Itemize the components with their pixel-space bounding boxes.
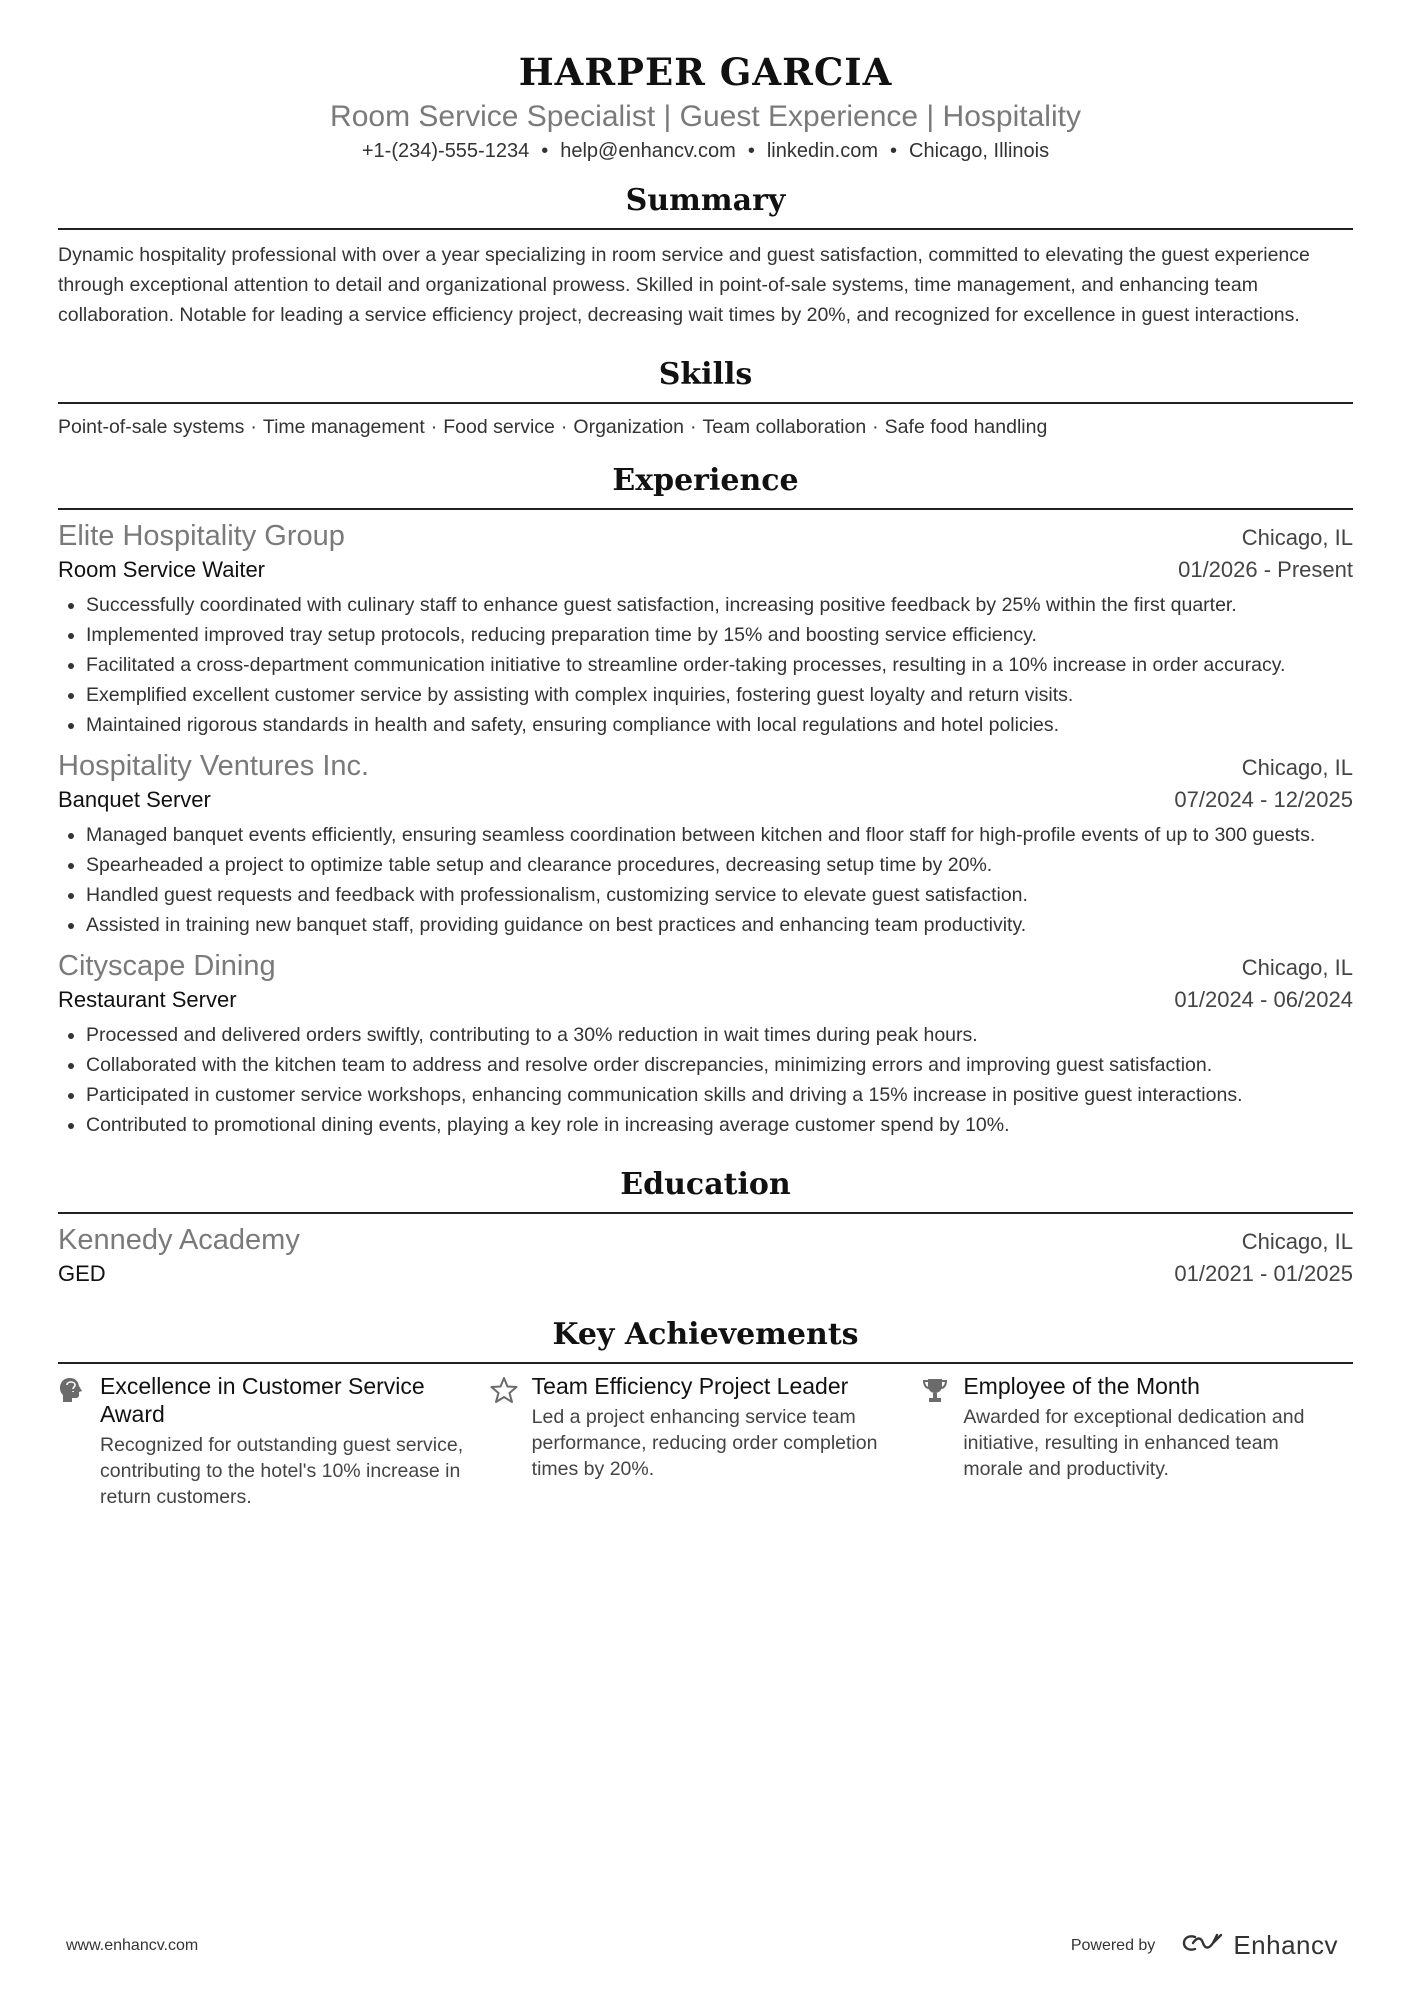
entry-role-row: [58, 1258, 1353, 1290]
company-name: Hospitality Ventures Inc.: [58, 750, 370, 782]
entry-header-row: [58, 518, 1353, 554]
achievement-item: [921, 1372, 1353, 1510]
achievement-description: Led a project enhancing service team performance, reducing order completion times by 20%.: [531, 1406, 878, 1480]
section-title-summary: Summary: [625, 183, 786, 218]
experience-entry: [58, 748, 1353, 940]
job-bullets: [58, 1020, 1353, 1140]
job-bullet: • Assisted in training new banquet staff, providing guidance on best practices and enhancing team productivity.: [86, 910, 1353, 940]
email-link[interactable]: help@enhancv.com: [560, 140, 736, 162]
skill-separator: ·: [560, 416, 568, 438]
job-bullet: • Participated in customer service workshops, enhancing communication skills and driving a 15% increase in positive guest interactions.: [86, 1080, 1353, 1110]
entry-header-row: [58, 1222, 1353, 1258]
job-title: Restaurant Server: [58, 987, 237, 1012]
candidate-name: HARPER GARCIA: [518, 50, 893, 94]
enhancv-logo-icon: [1181, 1931, 1225, 1960]
skill-item: Food service: [443, 416, 555, 438]
skill-separator: ·: [250, 416, 257, 438]
skill-item: Organization: [573, 416, 684, 438]
achievement-body: [963, 1372, 1353, 1510]
skill-item: Team collaboration: [702, 416, 867, 438]
entry-role-row: [58, 784, 1353, 816]
experience-section: [58, 462, 1353, 1140]
job-dates: 01/2026 - Present: [1178, 557, 1353, 582]
job-bullets: [58, 820, 1353, 940]
separator-dot: •: [747, 140, 755, 162]
section-divider: [58, 228, 1353, 230]
job-location: Chicago, IL: [1241, 955, 1353, 980]
entry-role-row: [58, 554, 1353, 586]
achievement-description: Recognized for outstanding guest service, contributing to the hotel's 10% increase in return customers.: [100, 1434, 464, 1508]
achievements-list: [58, 1372, 1353, 1510]
skill-separator: ·: [872, 416, 879, 438]
experience-entry: [58, 518, 1353, 740]
skill-item: Safe food handling: [884, 416, 1048, 438]
separator-dot: •: [890, 140, 898, 162]
entry-header-row: [58, 948, 1353, 984]
school-location: Chicago, IL: [1241, 1229, 1353, 1254]
achievement-description: Awarded for exceptional dedication and initiative, resulting in enhanced team morale and productivity.: [963, 1406, 1305, 1480]
achievement-item: [490, 1372, 922, 1510]
page-footer: [66, 1930, 1338, 1961]
job-bullet: • Collaborated with the kitchen team to address and resolve order discrepancies, minimizing errors and improving guest satisfaction.: [86, 1050, 1353, 1080]
job-bullet: • Contributed to promotional dining events, playing a key role in increasing average customer spend by 10%.: [86, 1110, 1353, 1140]
education-section: [58, 1166, 1353, 1290]
job-bullet: • Managed banquet events efficiently, ensuring seamless coordination between kitchen and floor staff for high-profile events of up to 300 guests.: [86, 820, 1353, 850]
degree: GED: [58, 1261, 106, 1286]
linkedin-link[interactable]: linkedin.com: [766, 140, 879, 162]
job-location: Chicago, IL: [1241, 525, 1353, 550]
star-icon: [490, 1372, 532, 1510]
education-dates: 01/2021 - 01/2025: [1174, 1261, 1353, 1286]
phone-text: +1-(234)-555-1234: [361, 140, 530, 162]
job-title: Room Service Waiter: [58, 557, 266, 582]
achievement-body: [532, 1372, 922, 1510]
footer-url-link[interactable]: www.enhancv.com: [66, 1936, 199, 1954]
achievement-title: Excellence in Customer Service Award: [100, 1373, 425, 1427]
skill-separator: ·: [689, 416, 697, 438]
contact-line: [58, 138, 1353, 164]
candidate-headline: Room Service Specialist | Guest Experience | Hospitality: [330, 100, 1081, 133]
job-dates: 01/2024 - 06/2024: [1174, 987, 1353, 1012]
separator-dot: •: [541, 140, 549, 162]
job-bullet: • Facilitated a cross-department communication initiative to streamline order-taking processes, resulting in a 10% increase in order accuracy.: [86, 650, 1353, 680]
company-name: Elite Hospitality Group: [58, 520, 345, 552]
job-location: Chicago, IL: [1241, 755, 1353, 780]
section-title-achievements: Key Achievements: [552, 1317, 859, 1352]
location-text: Chicago, Illinois: [909, 140, 1050, 162]
job-dates: 07/2024 - 12/2025: [1174, 787, 1353, 812]
achievements-section: [58, 1316, 1353, 1510]
enhancv-brand-name: Enhancv: [1233, 1930, 1338, 1960]
section-divider: [58, 402, 1353, 404]
job-title: Banquet Server: [58, 787, 211, 812]
achievement-title: Employee of the Month: [963, 1373, 1200, 1399]
job-bullet: • Spearheaded a project to optimize table setup and clearance procedures, decreasing setup time by 20%.: [86, 850, 1353, 880]
job-bullet: • Maintained rigorous standards in health and safety, ensuring compliance with local regulations and hotel policies.: [86, 710, 1353, 740]
achievement-item: [58, 1372, 490, 1510]
experience-entry: [58, 948, 1353, 1140]
footer-branding: [1071, 1930, 1338, 1961]
job-bullet: • Handled guest requests and feedback with professionalism, customizing service to elevate guest satisfaction.: [86, 880, 1353, 910]
section-title-education: Education: [620, 1167, 791, 1202]
achievement-title: Team Efficiency Project Leader: [531, 1373, 849, 1399]
job-bullet: • Successfully coordinated with culinary staff to enhance guest satisfaction, increasing positive feedback by 25% within the first quarter.: [86, 590, 1353, 620]
job-bullet: • Exemplified excellent customer service by assisting with complex inquiries, fostering guest loyalty and return visits.: [86, 680, 1353, 710]
powered-by-text: Powered by: [1070, 1936, 1156, 1954]
school-name: Kennedy Academy: [58, 1224, 300, 1256]
job-bullet: • Implemented improved tray setup protocols, reducing preparation time by 15% and boosting service efficiency.: [86, 620, 1353, 650]
job-bullets: [58, 590, 1353, 740]
section-title-experience: Experience: [612, 463, 799, 498]
entry-header-row: [58, 748, 1353, 784]
skill-item: Time management: [262, 416, 425, 438]
trophy-icon: [921, 1372, 963, 1510]
section-divider: [58, 1212, 1353, 1214]
education-entry: [58, 1222, 1353, 1290]
entry-role-row: [58, 984, 1353, 1016]
section-title-skills: Skills: [658, 357, 753, 392]
head-icon: [58, 1372, 100, 1510]
skill-item: Point-of-sale systems: [58, 416, 245, 438]
company-name: Cityscape Dining: [58, 950, 276, 982]
skills-list: [58, 412, 1353, 442]
skill-separator: ·: [430, 416, 438, 438]
skills-section: [58, 356, 1353, 442]
summary-section: [58, 182, 1353, 330]
section-divider: [58, 508, 1353, 510]
resume-page: [58, 0, 1353, 1510]
job-bullet: • Processed and delivered orders swiftly, contributing to a 30% reduction in wait times during peak hours.: [86, 1020, 1353, 1050]
resume-header: [58, 50, 1353, 164]
section-divider: [58, 1362, 1353, 1364]
summary-text: Dynamic hospitality professional with over a year specializing in room service and guest satisfaction, committed to elevating the guest experience through exceptional attention to detail and organizational prowess. Skilled in point-of-sale systems, time management, and enhancing team collaboration. Notable for leading a service efficiency project, decreasing wait times by 20%, and recognized for excellence in guest interactions.: [58, 244, 1310, 326]
achievement-body: [100, 1372, 490, 1510]
